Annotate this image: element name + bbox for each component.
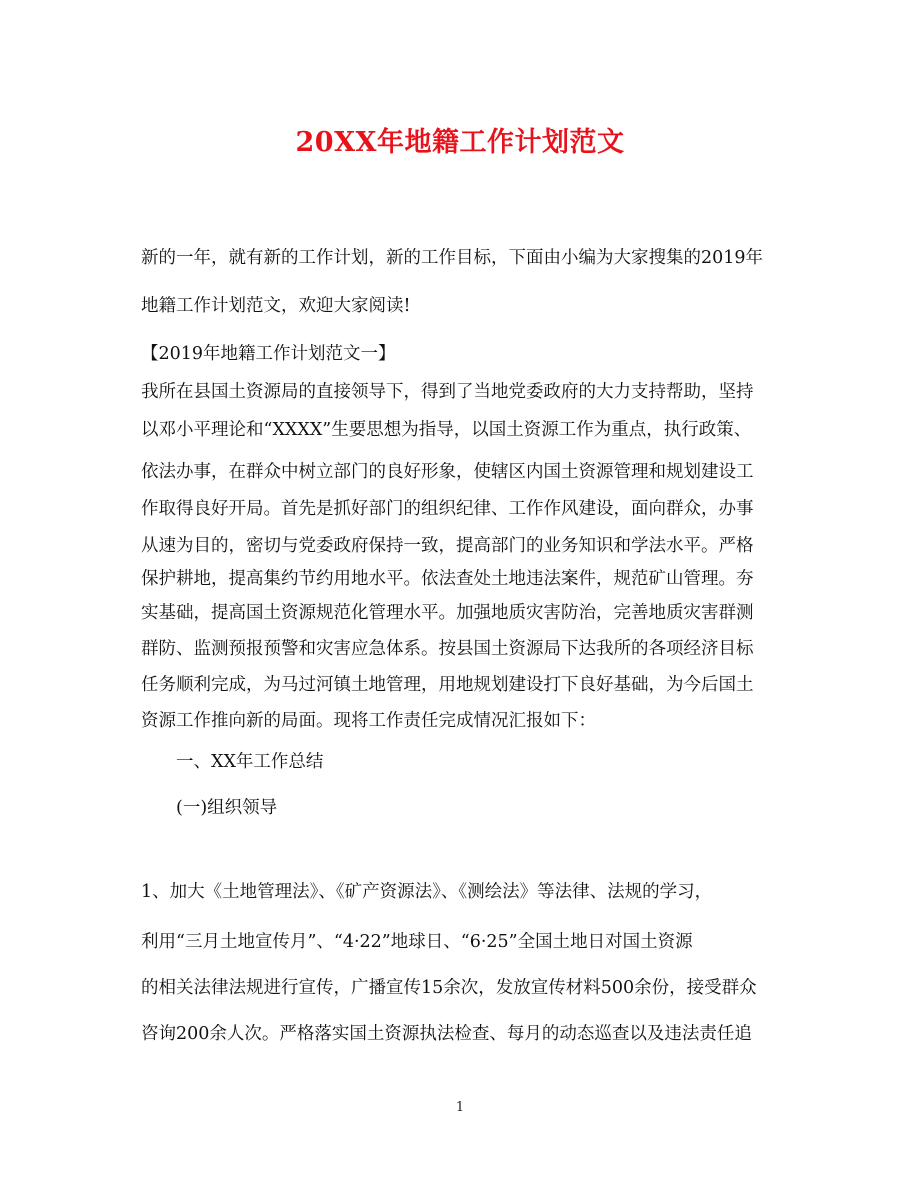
subheading-organization: (一)组织领导 (176, 798, 278, 818)
paragraph1-line-5: 从速为目的，密切与党委政府保持一致，提高部门的业务知识和学法水平。严格 (141, 536, 754, 556)
paragraph1-line-4: 作取得良好开局。首先是抓好部门的组织纪律、工作作风建设，面向群众，办事 (141, 499, 754, 519)
paragraph2-line-3: 的相关法律法规进行宣传，广播宣传15余次，发放宣传材料500余份，接受群众 (141, 978, 757, 998)
page-number: 1 (455, 1100, 465, 1115)
paragraph1-line-8: 群防、监测预报预警和灾害应急体系。按县国土资源局下达我所的各项经济目标 (141, 639, 754, 659)
paragraph1-line-9: 任务顺利完成，为马过河镇土地管理，用地规划建设打下良好基础，为今后国土 (141, 675, 754, 695)
subheading-work-summary: 一、XX年工作总结 (176, 752, 324, 772)
paragraph1-line-10: 资源工作推向新的局面。现将工作责任完成情况汇报如下： (141, 711, 596, 731)
document-title: 20XX年地籍工作计划范文 (295, 127, 625, 158)
paragraph2-line-2: 利用“三月土地宣传月”、“4·22”地球日、“6·25”全国土地日对国土资源 (141, 932, 693, 952)
paragraph1-line-2: 以邓小平理论和“XXXX”生要思想为指导，以国土资源工作为重点，执行政策、 (141, 420, 752, 440)
section-heading: 【2019年地籍工作计划范文一】 (141, 344, 396, 364)
paragraph1-line-3: 依法办事，在群众中树立部门的良好形象，使辖区内国土资源管理和规划建设工 (141, 462, 754, 482)
paragraph1-line-1: 我所在县国土资源局的直接领导下，得到了当地党委政府的大力支持帮助，坚持 (141, 382, 754, 402)
paragraph2-line-4: 咨询200余人次。严格落实国土资源执法检查、每月的动态巡查以及违法责任追 (141, 1024, 752, 1044)
paragraph1-line-6: 保护耕地，提高集约节约用地水平。依法查处土地违法案件，规范矿山管理。夯 (141, 569, 754, 589)
paragraph2-line-1: 1、加大《土地管理法》、《矿产资源法》、《测绘法》等法律、法规的学习， (141, 882, 713, 902)
intro-line-2: 地籍工作计划范文，欢迎大家阅读! (141, 296, 411, 316)
intro-line-1: 新的一年，就有新的工作计划，新的工作目标，下面由小编为大家搜集的2019年 (141, 248, 764, 268)
paragraph1-line-7: 实基础，提高国土资源规范化管理水平。加强地质灾害防治，完善地质灾害群测 (141, 603, 754, 623)
